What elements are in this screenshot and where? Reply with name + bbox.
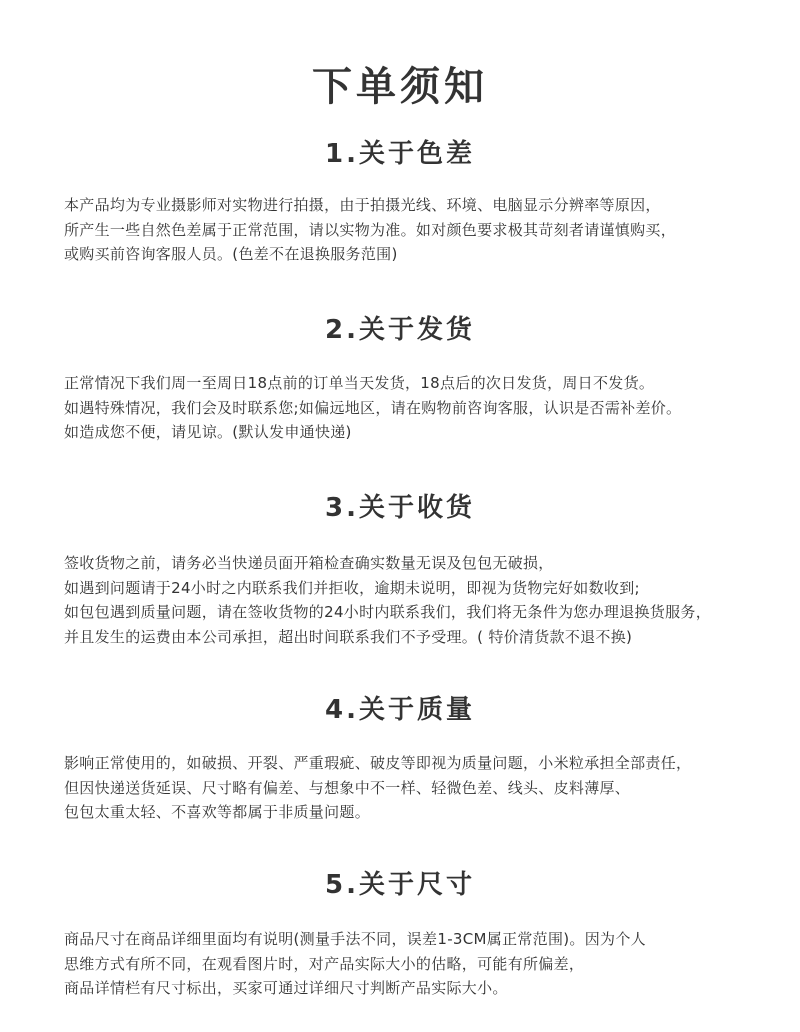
body-line: 包包太重太轻、不喜欢等都属于非质量问题。 [64,803,371,821]
section-heading: 5.关于尺寸 [325,870,475,900]
section-receiving [0,488,800,646]
page-title: 下单须知 [312,63,488,110]
body-line: 如遇特殊情况，我们会及时联系您;如偏远地区，请在购物前咨询客服，认识是否需补差价。 [64,398,682,417]
section-size [0,865,800,997]
body-line: 商品详情栏有尺寸标出，买家可通过详细尺寸判断产品实际大小。 [64,979,508,997]
section-heading: 2.关于发货 [325,315,475,345]
body-line: 所产生一些自然色差属于正常范围，请以实物为准。如对颜色要求极其苛刻者请谨慎购买， [64,220,677,239]
section-body [64,751,784,825]
body-line: 并且发生的运费由本公司承担，超出时间联系我们不予受理。( 特价清货款不退不换) [64,627,633,646]
section-heading: 1.关于色差 [325,139,475,169]
section-shipping [0,310,800,441]
section-color-difference [0,134,800,263]
section-body [64,371,784,445]
body-line: 签收货物之前，请务必当快递员面开箱检查确实数量无误及包包无破损， [64,554,554,572]
section-heading: 4.关于质量 [325,695,475,725]
body-line: 如包包遇到质量问题，请在签收货物的24小时内联系我们，我们将无条件为您办理退换货服务， [64,603,711,621]
body-line: 本产品均为专业摄影师对实物进行拍摄，由于拍摄光线、环境、电脑显示分辨率等原因， [64,196,661,214]
body-line: 思维方式有所不同，在观看图片时，对产品实际大小的估略，可能有所偏差， [64,954,585,973]
body-line: 正常情况下我们周一至周日18点前的订单当天发货，18点后的次日发货，周日不发货。 [64,374,655,392]
body-line: 影响正常使用的，如破损、开裂、严重瑕疵、破皮等即视为质量问题，小米粒承担全部责任， [64,754,692,772]
body-line: 如造成您不便，请见谅。(默认发申通快递) [64,423,352,441]
section-heading: 3.关于收货 [325,493,475,523]
section-body [64,551,784,649]
body-line: 商品尺寸在商品详细里面均有说明(测量手法不同，误差1-3CM属正常范围)。因为个人 [64,930,646,948]
section-quality [0,690,800,821]
section-body [64,927,784,1001]
body-line: 但因快递送货延误、尺寸略有偏差、与想象中不一样、轻微色差、线头、皮料薄厚、 [64,778,631,797]
body-line: 如遇到问题请于24小时之内联系我们并拒收，逾期未说明，即视为货物完好如数收到; [64,578,640,597]
section-body [64,193,784,267]
body-line: 或购买前咨询客服人员。(色差不在退换服务范围) [64,245,398,263]
